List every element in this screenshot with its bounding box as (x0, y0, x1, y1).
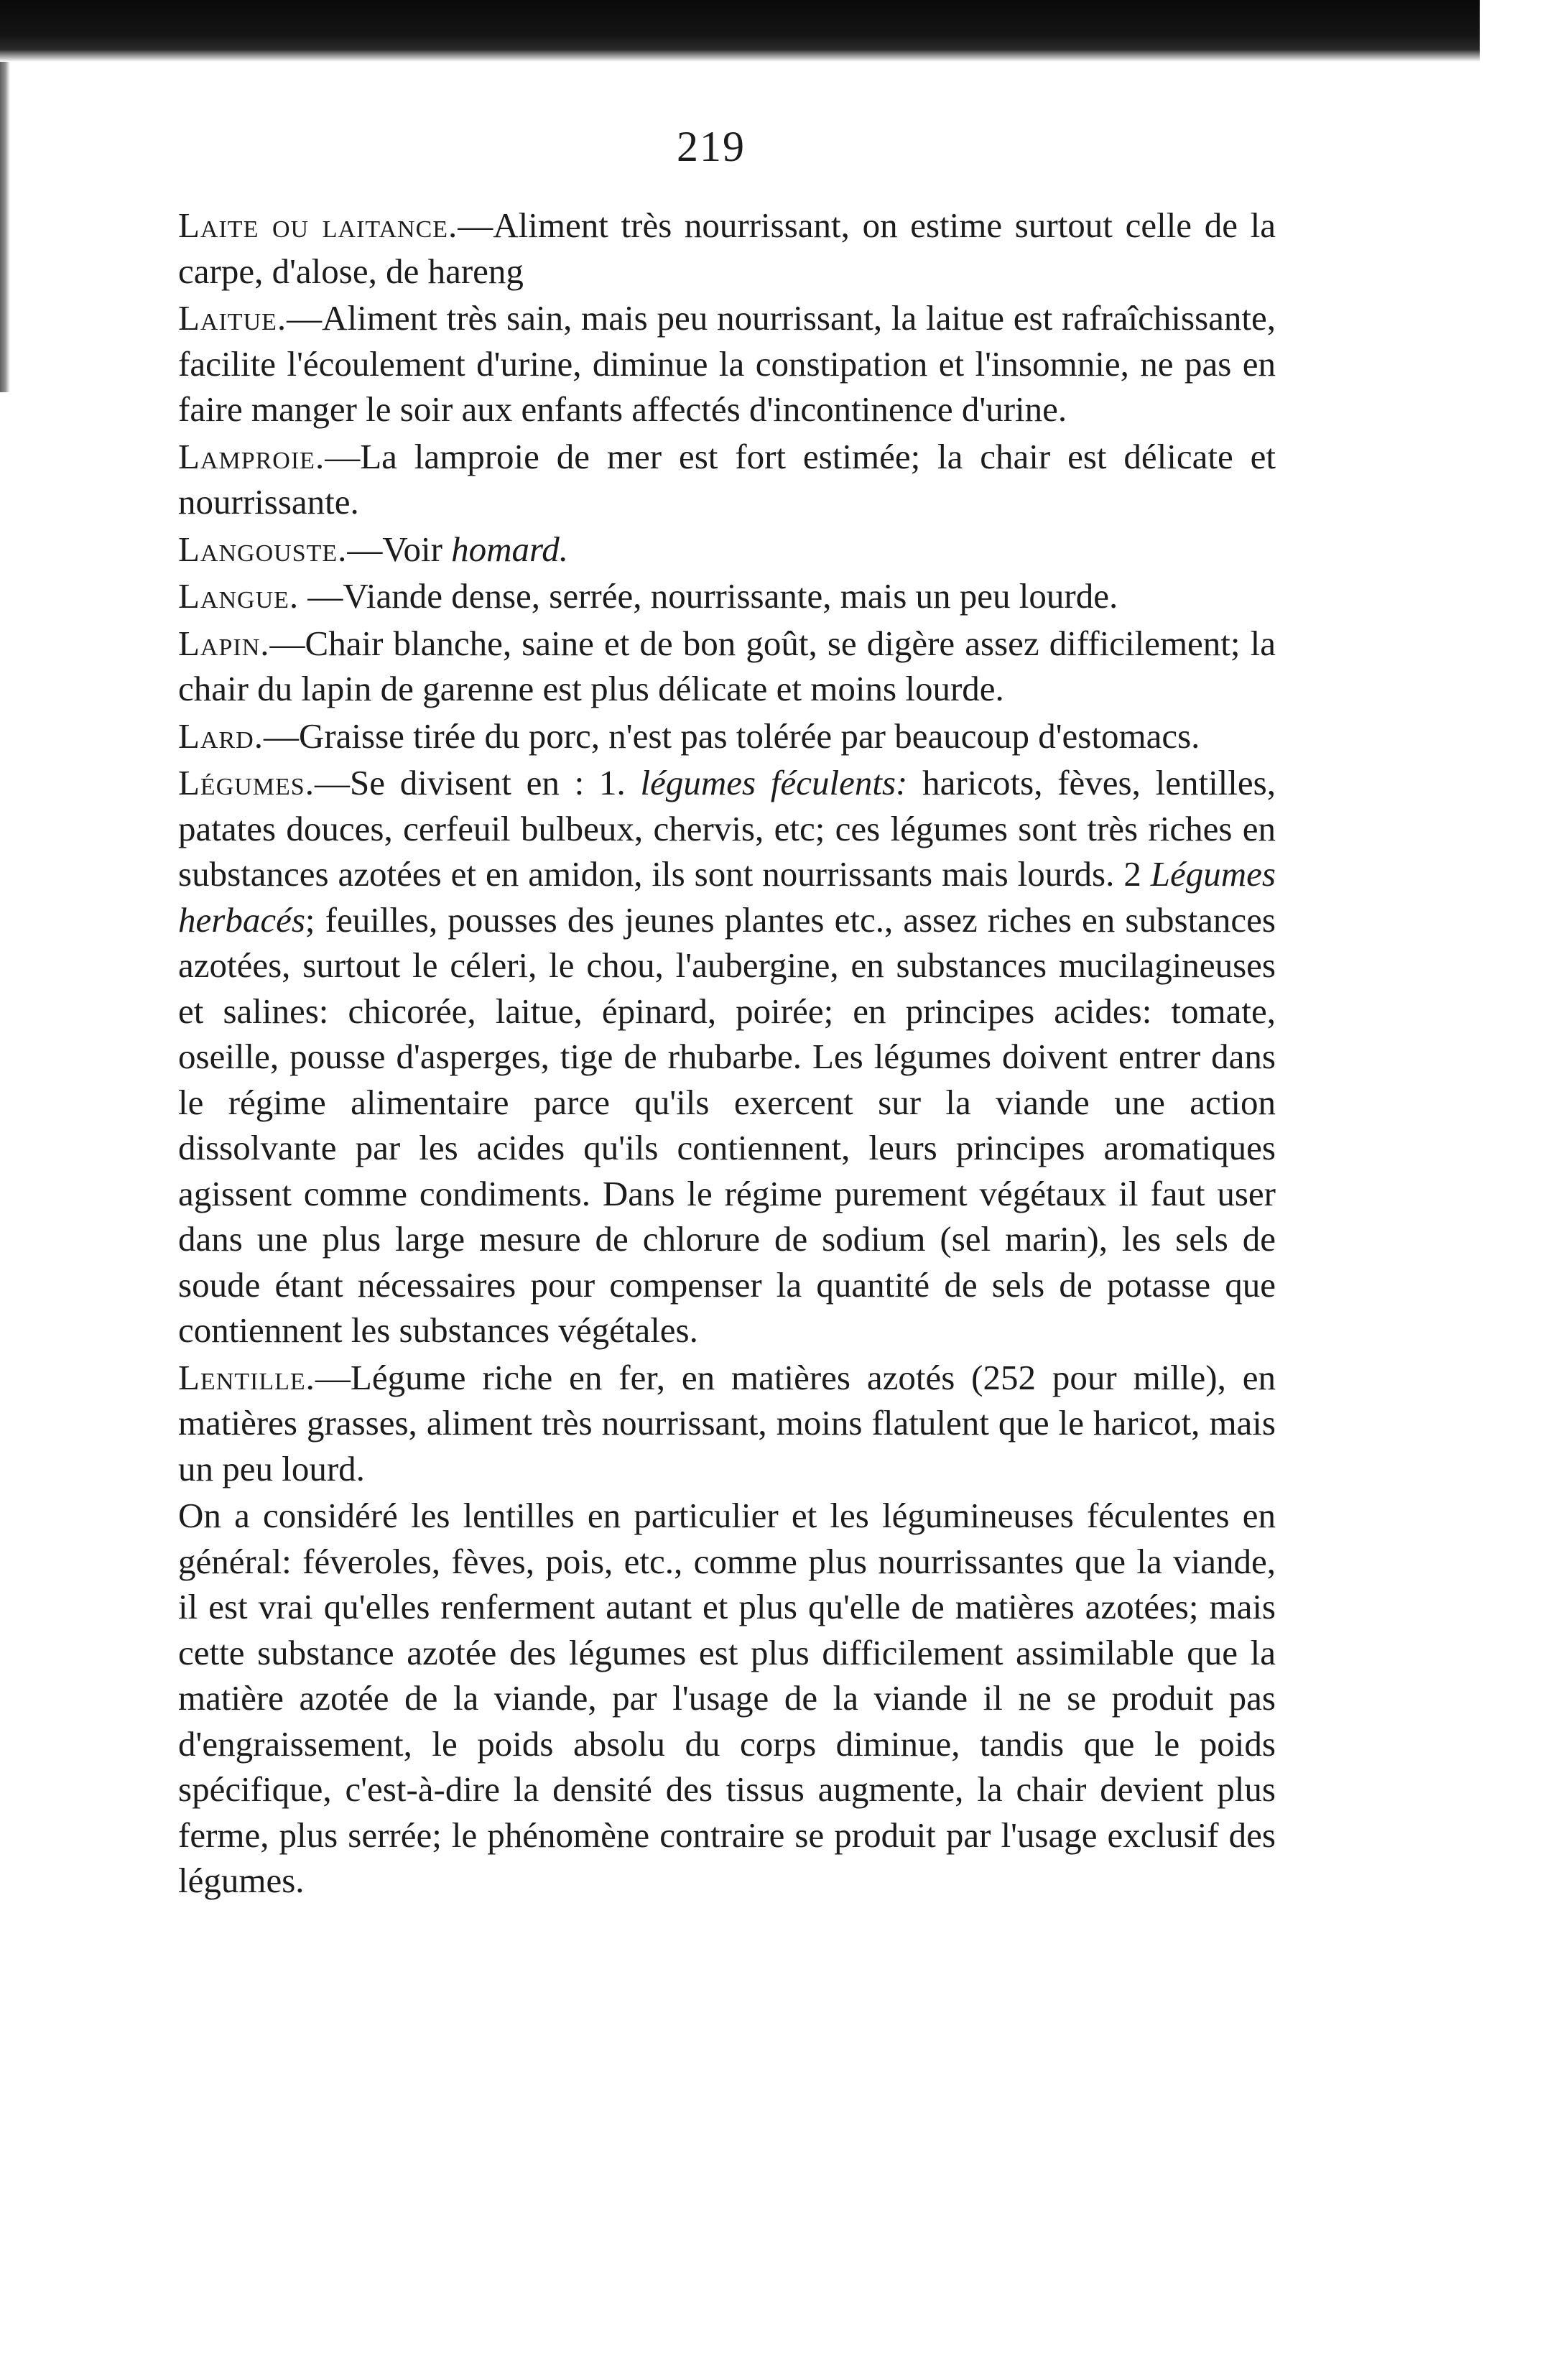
entry-text: —Voir (347, 529, 452, 569)
page-body (178, 203, 1276, 1905)
entry-term: Langue. (178, 576, 300, 616)
entry-langouste (178, 527, 1276, 573)
entry-lard (178, 713, 1276, 759)
entry-text: —La lamproie de mer est fort estimée; la chair est délicate et nourrissante. (178, 436, 1276, 522)
entry-term: Langouste. (178, 529, 348, 569)
entry-italic: Légumes herbacés (178, 854, 1276, 940)
entry-text: —Chair blanche, saine et de bon goût, se digère assez difficilement; la chair du lapin de garenne est plus délicate et moins lourde. (178, 623, 1276, 708)
entry-text: —Se divisent en : 1. (314, 763, 641, 802)
entry-text: —Graisse tirée du porc, n'est pas tolérée par beaucoup d'estomacs. (263, 716, 1200, 756)
entry-laitue (178, 295, 1276, 432)
entry-term: Légumes. (178, 763, 315, 802)
entry-term: Lentille. (178, 1357, 315, 1397)
scan-border-left (0, 62, 10, 392)
entry-term: Lamproie. (178, 436, 325, 476)
entry-text: —Aliment très sain, mais peu nourrissant, la laitue est rafraîchissante, facilite l'écoulement d'urine, diminue la constipation et l'insomnie, ne pas en faire manger le soir aux enfants affectés d'incontinence d'urine. (178, 298, 1276, 429)
entry-laite (178, 203, 1276, 294)
entry-term: Lapin. (178, 623, 270, 663)
entry-text: haricots, fèves, lentilles, patates douces, cerfeuil bulbeux, chervis, etc; ces légumes sont très riches en substances azotées et en amidon, ils sont nourrissants mais lourds. 2 (178, 763, 1276, 894)
body-paragraph: On a considéré les lentilles en particulier et les légumineuses féculentes en général: féveroles, fèves, pois, etc., comme plus nourrissantes que la viande, il est vrai qu'elles renferment autant et plus qu'elle de matières azotées; mais cette substance azotée des légumes est plus difficilement assimilable que la matière azotée de la viande, par l'usage de la viande il ne se produit pas d'engraissement, le poids absolu du corps diminue, tandis que le poids spécifique, c'est-à-dire la densité des tissus augmente, la chair devient plus ferme, plus serrée; le phénomène contraire se produit par l'usage exclusif des légumes. (178, 1496, 1276, 1900)
entry-term: Lard. (178, 716, 264, 756)
entry-text: —Aliment très nourrissant, on estime surtout celle de la carpe, d'alose, de hareng (178, 205, 1276, 291)
scan-border-top (0, 0, 1480, 62)
entry-text: —Légume riche en fer, en matières azotés (252 pour mille), en matières grasses, aliment très nourrissant, moins flatulent que le haricot, mais un peu lourd. (178, 1357, 1276, 1488)
entry-text: ; feuilles, pousses des jeunes plantes etc., assez riches en substances azotées, surtout le céleri, le chou, l'aubergine, en substances mucilagineuses et salines: chicorée, laitue, épinard, poirée; en principes acides: tomate, oseille, pousse d'asperges, tige de rhubarbe. Les légumes doivent entrer dans le régime alimentaire parce qu'ils exercent sur la viande une action dissolvante par les acides qu'ils contiennent, leurs principes aromatiques agissent comme condiments. Dans le régime purement végétaux il faut user dans une plus large mesure de chlorure de sodium (sel marin), les sels de soude étant nécessaires pour compenser la quantité de sels de potasse que contiennent les substances végétales. (178, 899, 1276, 1350)
page-number: 219 (677, 123, 746, 170)
entry-italic: légumes féculents: (640, 763, 908, 802)
entry-legumes (178, 760, 1276, 1353)
entry-text: —Viande dense, serrée, nourrissante, mais un peu lourde. (299, 576, 1118, 616)
entry-term: Laitue. (178, 298, 287, 338)
entry-lamproie (178, 434, 1276, 525)
entry-lentille (178, 1355, 1276, 1492)
entry-lapin (178, 621, 1276, 712)
entry-langue (178, 573, 1276, 619)
entry-term: Laite ou laitance. (178, 205, 458, 245)
entry-italic: homard. (451, 529, 569, 569)
